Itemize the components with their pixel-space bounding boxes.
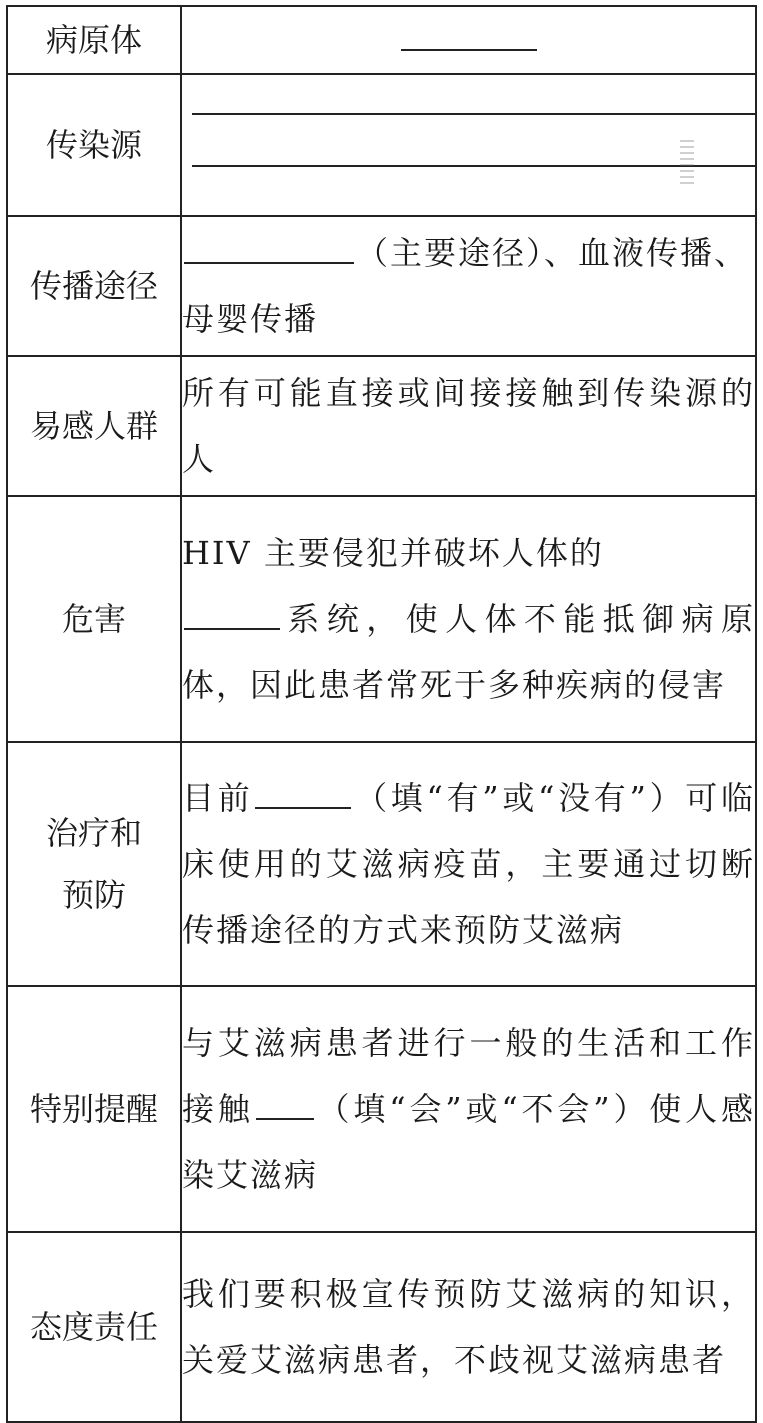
fill-blank[interactable] [184,261,354,264]
fill-blank[interactable] [256,1117,314,1120]
row-label: 易感人群 [7,356,181,496]
row-content [181,216,756,356]
label-line: 治疗和 [45,814,142,852]
scan-mark [680,140,694,184]
fill-blank[interactable] [401,48,537,51]
row-content: 我们要积极宣传预防艾滋病的知识，关爱艾滋病患者，不歧视艾滋病患者 [181,1232,756,1422]
row-content [181,74,756,216]
content-text: （填“会”或“不会”）使人感染艾滋病 [182,1090,755,1194]
fill-blank[interactable] [184,627,280,630]
fill-line[interactable] [192,113,755,115]
fill-line[interactable] [192,165,755,167]
row-label: 病原体 [7,6,181,74]
content-text: 与艾滋病患者进行一般的生活和工作接触 [182,1024,755,1128]
row-content [181,6,756,74]
row-label [7,742,181,986]
content-text: 系统，使人体不能抵御病原体，因此患者常死于多种疾病的侵害 [182,600,755,704]
table-row [7,74,756,216]
table-row [7,6,756,74]
table-row [7,1232,756,1422]
row-label: 传播途径 [7,216,181,356]
content-text: （填“有”或“没有”）可临床使用的艾滋病疫苗，主要通过切断传播途径的方式来预防艾滋病 [182,779,755,949]
row-content [181,986,756,1232]
table-row [7,356,756,496]
label-line: 预防 [61,876,126,914]
table-row [7,986,756,1232]
row-label: 特别提醒 [7,986,181,1232]
aids-knowledge-table [6,5,757,1423]
content-text: （主要途径）、血液传播、 [356,234,749,272]
content-text: 母婴传播 [182,300,319,338]
table-row [7,742,756,986]
table-row [7,216,756,356]
row-label: 传染源 [7,74,181,216]
row-content: 所有可能直接或间接接触到传染源的人 [181,356,756,496]
row-content [181,742,756,986]
content-text: 目前 [182,779,254,817]
fill-blank[interactable] [255,806,351,809]
content-text: HIV 主要侵犯并破坏人体的 [182,534,604,572]
row-content [181,496,756,742]
row-label: 态度责任 [7,1232,181,1422]
table-row [7,496,756,742]
row-label: 危害 [7,496,181,742]
